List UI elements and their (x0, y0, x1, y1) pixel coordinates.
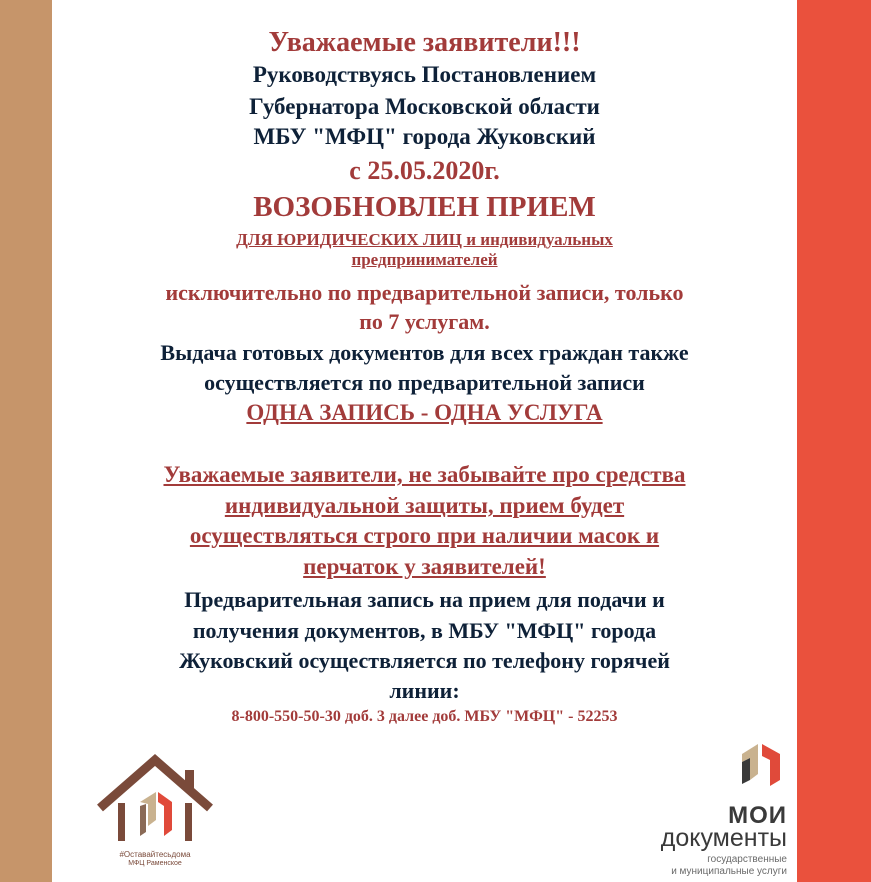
notice-line: Предварительная запись на прием для подачи и (184, 587, 665, 612)
notice-line: по 7 услугам. (359, 309, 490, 334)
brand-tagline: государственные (707, 854, 787, 865)
moi-dokumenty-mark-icon (738, 740, 784, 788)
notice-line: Губернатора Московской области (249, 94, 600, 119)
notice-warning-line: осуществляться строго при наличии масок и (189, 523, 660, 548)
stay-home-logo (90, 748, 220, 878)
notice-greeting: Уважаемые заявители!!! (268, 27, 581, 58)
brand-word-moi: МОИ (728, 802, 787, 829)
house-logo-icon (90, 748, 220, 848)
notice-line: Руководствуясь Постановлением (252, 62, 597, 87)
notice-headline: ВОЗОБНОВЛЕН ПРИЕМ (253, 191, 596, 223)
brand-word-dokumenty: документы (660, 824, 787, 852)
moi-dokumenty-logo (610, 735, 797, 882)
hotline-phone: 8-800-550-50-30 доб. 3 далее доб. МБУ "МФЦ" - 52253 (231, 708, 618, 725)
notice-date: с 25.05.2020г. (349, 156, 500, 185)
right-color-stripe (797, 0, 871, 882)
notice-line: Выдача готовых документов для всех граждан также (160, 340, 689, 365)
notice-line: Жуковский осуществляется по телефону горячей (179, 648, 670, 673)
notice-warning-line: Уважаемые заявители, не забывайте про средства (163, 462, 686, 487)
notice-warning-line: индивидуальной защиты, прием будет (224, 493, 625, 518)
notice-line: линии: (389, 678, 460, 703)
brand-tagline: и муниципальные услуги (671, 866, 787, 877)
notice-warning-line: перчаток у заявителей! (303, 554, 546, 579)
notice-line: предпринимателей (351, 250, 498, 269)
notice-line: ДЛЯ ЮРИДИЧЕСКИХ ЛИЦ и индивидуальных (236, 230, 613, 249)
logo-caption-org: МФЦ Раменское (128, 860, 182, 867)
notice-line: получения документов, в МБУ "МФЦ" города (192, 618, 657, 643)
notice-line: исключительно по предварительной записи, только (165, 280, 684, 305)
logo-caption-hashtag: #Оставайтесьдома (119, 850, 191, 859)
notice-line: осуществляется по предварительной записи (204, 370, 645, 395)
notice-line: МБУ "МФЦ" города Жуковский (253, 124, 596, 149)
left-color-stripe (0, 0, 52, 882)
notice-rule: ОДНА ЗАПИСЬ - ОДНА УСЛУГА (246, 400, 603, 425)
